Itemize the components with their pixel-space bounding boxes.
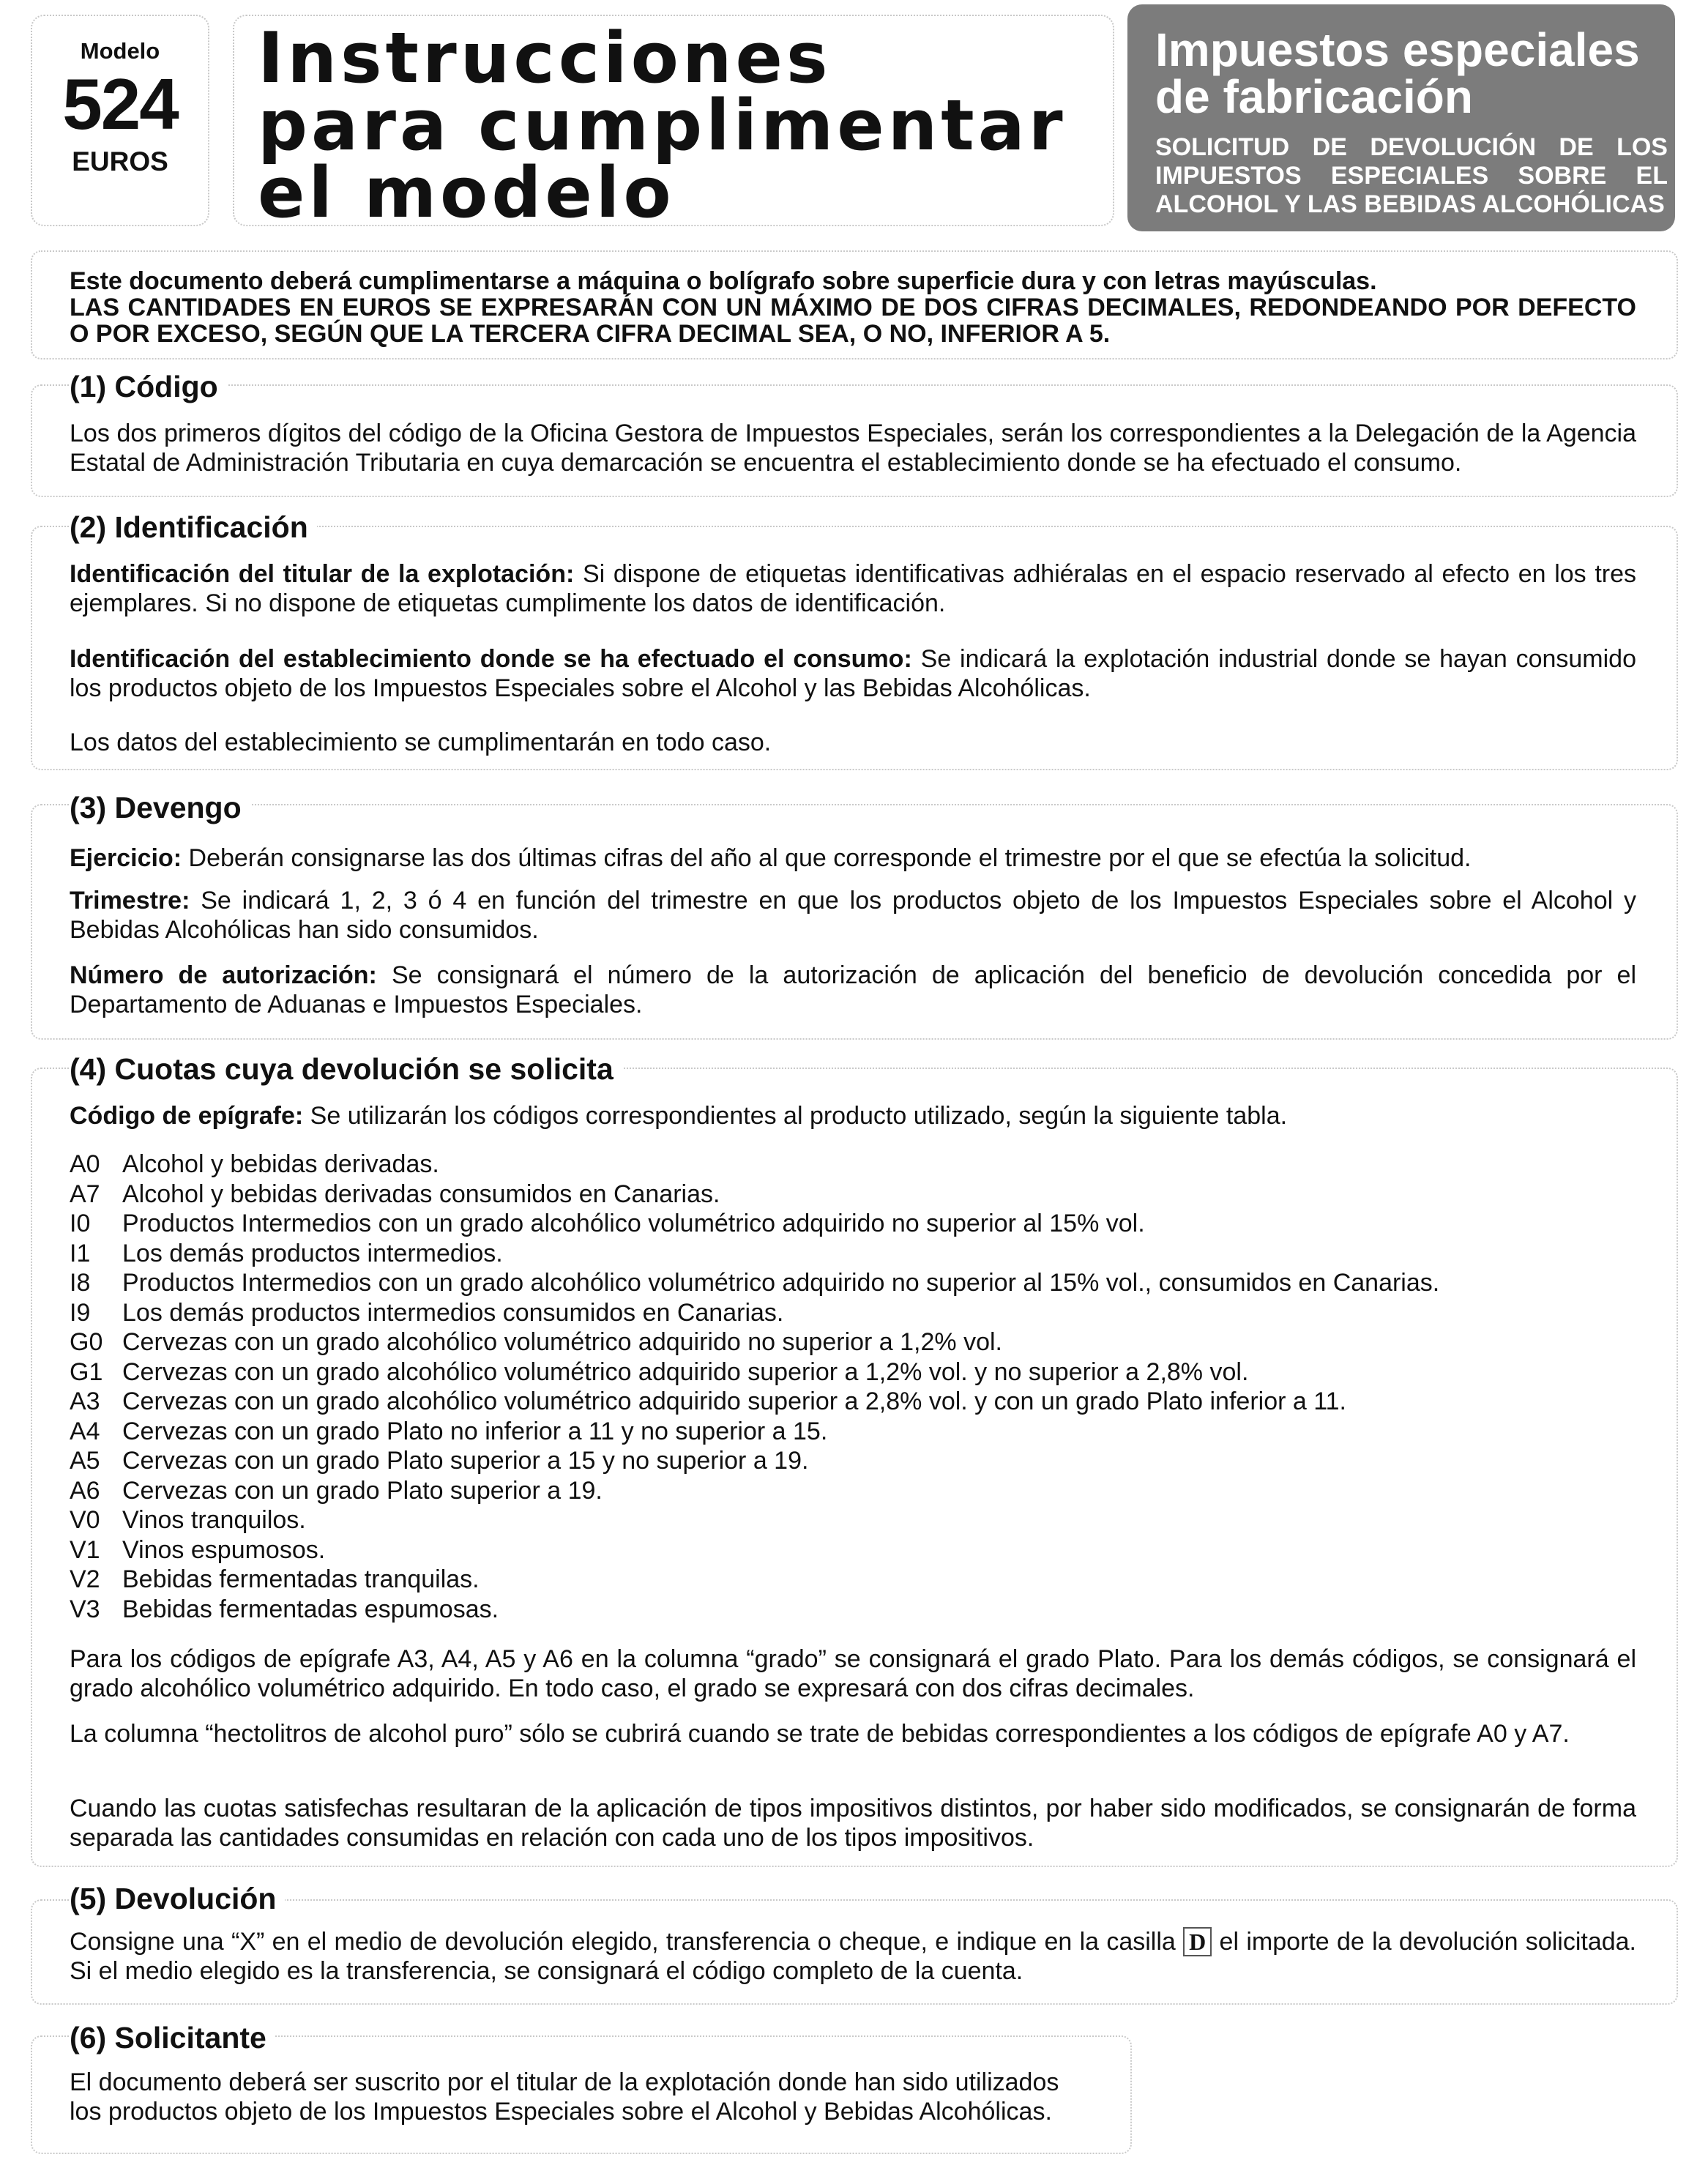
section-2-p2-text: Se indicará la explotación industrial donde se hayan consumido los productos objeto de los Impuestos Especiales sobre el Alcohol y las Bebidas Alcohólicas. xyxy=(70,645,1636,702)
section-2-p1-label: Identificación del titular de la explotación: xyxy=(70,560,575,588)
code: V0 xyxy=(70,1506,100,1534)
code: A3 xyxy=(70,1387,100,1415)
casilla-d-box: D xyxy=(1183,1927,1212,1956)
code-description: Cervezas con un grado alcohólico volumétrico adquirido superior a 2,8% vol. y con un grado Plato inferior a 11. xyxy=(122,1387,1346,1415)
section-4-title: (4) Cuotas cuya devolución se solicita xyxy=(70,1052,622,1087)
section-2-paragraph-2 xyxy=(70,644,1636,703)
section-3-p1-label: Ejercicio: xyxy=(70,844,182,872)
code-row xyxy=(70,1150,1439,1180)
code: I0 xyxy=(70,1210,91,1237)
code-row xyxy=(70,1387,1439,1417)
document-title xyxy=(233,15,1114,234)
code-row xyxy=(70,1446,1439,1476)
code-row xyxy=(70,1180,1439,1210)
code-description: Vinos tranquilos. xyxy=(122,1506,306,1534)
code-row xyxy=(70,1565,1439,1595)
code-description: Productos Intermedios con un grado alcohólico volumétrico adquirido no superior al 15% vol. xyxy=(122,1210,1145,1237)
code: G1 xyxy=(70,1357,103,1386)
section-3-p2-label: Trimestre: xyxy=(70,887,190,914)
section-5-text-after: el importe de la devolución solicitada. Si el medio elegido es la transferencia, se consignará el código completo de la cuenta. xyxy=(70,1928,1636,1985)
modelo-badge xyxy=(31,15,209,226)
section-6-text xyxy=(70,2068,1131,2126)
section-3-p3-label: Número de autorización: xyxy=(70,961,377,989)
code: I8 xyxy=(70,1269,91,1297)
code-description: Productos Intermedios con un grado alcohólico volumétrico adquirido no superior al 15% vol., consumidos en Canarias. xyxy=(122,1269,1440,1297)
code-row xyxy=(70,1535,1439,1565)
intro-line-2: LAS CANTIDADES EN EUROS SE EXPRESARÁN CON UN MÁXIMO DE DOS CIFRAS DECIMALES, REDONDEANDO POR DEFECTO O POR EXCESO, SEGÚN QUE LA TERCERA CIFRA DECIMAL SEA, O NO, INFERIOR A 5. xyxy=(70,294,1636,348)
section-2-paragraph-1 xyxy=(70,559,1636,618)
section-4-paragraph-3: La columna “hectolitros de alcohol puro” sólo se cubrirá cuando se trate de bebidas correspondientes a los códigos de epígrafe A0 y A7. xyxy=(70,1720,1570,1748)
code-description: Cervezas con un grado Plato superior a 19. xyxy=(122,1476,603,1505)
intro-line-1: Este documento deberá cumplimentarse a máquina o bolígrafo sobre superficie dura y con letras mayúsculas. xyxy=(70,267,1377,295)
section-3-paragraph-2 xyxy=(70,886,1636,945)
section-6-title: (6) Solicitante xyxy=(70,2021,275,2055)
section-3-paragraph-1 xyxy=(70,843,1636,873)
tax-banner xyxy=(1127,4,1675,231)
epigraph-code-table xyxy=(70,1150,1439,1624)
section-2-paragraph-3: Los datos del establecimiento se cumplimentarán en todo caso. xyxy=(70,729,772,756)
code-description: Los demás productos intermedios. xyxy=(122,1239,503,1267)
code-row xyxy=(70,1595,1439,1625)
code: A6 xyxy=(70,1476,100,1505)
code: V2 xyxy=(70,1565,100,1593)
section-3-title: (3) Devengo xyxy=(70,791,250,825)
code-row xyxy=(70,1505,1439,1535)
code: V3 xyxy=(70,1595,100,1623)
section-2-p2-label: Identificación del establecimiento donde se ha efectuado el consumo: xyxy=(70,645,912,673)
section-3-p3-text: Se consignará el número de la autorización de aplicación del beneficio de devolución concedida por el Departamento de Aduanas e Impuestos Especiales. xyxy=(70,961,1637,1018)
code-row xyxy=(70,1298,1439,1328)
code-description: Cervezas con un grado Plato superior a 15 y no superior a 19. xyxy=(122,1447,809,1475)
code: G0 xyxy=(70,1328,103,1356)
code-description: Alcohol y bebidas derivadas consumidos en Canarias. xyxy=(122,1180,720,1208)
section-5-text xyxy=(70,1927,1636,1986)
code-row xyxy=(70,1327,1439,1357)
code-description: Cervezas con un grado Plato no inferior a 11 y no superior a 15. xyxy=(122,1417,828,1445)
code: V1 xyxy=(70,1535,100,1564)
code-row xyxy=(70,1268,1439,1298)
section-3-p2-text: Se indicará 1, 2, 3 ó 4 en función del trimestre en que los productos objeto de los Impuestos Especiales sobre el Alcohol y Bebidas Alcohólicas han sido consumidos. xyxy=(70,887,1636,944)
code-description: Bebidas fermentadas tranquilas. xyxy=(122,1565,480,1593)
section-4-p1-text: Se utilizarán los códigos correspondientes al producto utilizado, según la siguiente tabla. xyxy=(303,1102,1288,1130)
tax-title-line-2: de fabricación xyxy=(1155,70,1473,123)
code: A7 xyxy=(70,1180,100,1208)
section-5-text-before: Consigne una “X” en el medio de devolución elegido, transferencia o cheque, e indique en la casilla xyxy=(70,1928,1184,1956)
code: A4 xyxy=(70,1417,100,1445)
tax-title xyxy=(1155,23,1640,123)
section-1-text: Los dos primeros dígitos del código de la Oficina Gestora de Impuestos Especiales, serán los correspondientes a la Delegación de la Agencia Estatal de Administración Tributaria en cuya demarcación se encuentra el establecimiento donde se ha efectuado el consumo. xyxy=(70,420,1636,477)
code-description: Bebidas fermentadas espumosas. xyxy=(122,1595,499,1623)
code-row xyxy=(70,1357,1439,1387)
title-line-3: el modelo xyxy=(258,153,675,234)
title-line-1: Instrucciones xyxy=(258,18,832,99)
section-1-title: (1) Código xyxy=(70,370,227,404)
tax-title-line-1: Impuestos especiales xyxy=(1155,23,1640,76)
code: A5 xyxy=(70,1447,100,1475)
section-4-paragraph-1 xyxy=(70,1101,1636,1130)
intro-text xyxy=(70,268,1636,347)
currency-label: EUROS xyxy=(72,146,168,176)
section-2-title: (2) Identificación xyxy=(70,510,317,545)
section-3-p1-text: Deberán consignarse las dos últimas cifras del año al que corresponde el trimestre por el que se efectúa la solicitud. xyxy=(182,844,1472,872)
section-4-paragraph-2: Para los códigos de epígrafe A3, A4, A5 y A6 en la columna “grado” se consignará el grado Plato. Para los demás códigos, se consignará el grado alcohólico volumétrico adquirido. En todo caso, el grado se expresará con dos cifras decimales. xyxy=(70,1645,1636,1702)
section-2-p1-text: Si dispone de etiquetas identificativas adhiéralas en el espacio reservado al efecto en los tres ejemplares. Si no dispone de etiquetas cumplimente los datos de identificación. xyxy=(70,560,1636,617)
code: I1 xyxy=(70,1239,91,1267)
code: A0 xyxy=(70,1150,100,1178)
modelo-label: Modelo xyxy=(80,38,160,64)
section-4-paragraph-4: Cuando las cuotas satisfechas resultaran de la aplicación de tipos impositivos distintos, por haber sido modificados, se consignarán de forma separada las cantidades consumidas en relación con cada uno de los tipos impositivos. xyxy=(70,1795,1636,1852)
code-row xyxy=(70,1417,1439,1447)
section-3-paragraph-3 xyxy=(70,961,1636,1019)
title-line-2: para cumplimentar xyxy=(258,86,1067,166)
code-description: Cervezas con un grado alcohólico volumétrico adquirido no superior a 1,2% vol. xyxy=(122,1328,1003,1356)
code-description: Vinos espumosos. xyxy=(122,1535,326,1564)
section-5-title: (5) Devolución xyxy=(70,1882,285,1916)
code-row xyxy=(70,1239,1439,1269)
modelo-number: 524 xyxy=(62,64,178,144)
code-description: Alcohol y bebidas derivadas. xyxy=(122,1150,439,1178)
code-row xyxy=(70,1476,1439,1506)
section-4-p1-label: Código de epígrafe: xyxy=(70,1102,304,1130)
code: I9 xyxy=(70,1298,91,1327)
code-row xyxy=(70,1209,1439,1239)
code-description: Cervezas con un grado alcohólico volumétrico adquirido superior a 1,2% vol. y no superior a 2,8% vol. xyxy=(122,1357,1249,1386)
section-6-line-1: El documento deberá ser suscrito por el titular de la explotación donde han sido utilizados xyxy=(70,2068,1059,2096)
code-description: Los demás productos intermedios consumidos en Canarias. xyxy=(122,1298,784,1327)
tax-subtitle: SOLICITUD DE DEVOLUCIÓN DE LOS IMPUESTOS ESPECIALES SOBRE EL ALCOHOL Y LAS BEBIDAS ALCOHÓLICAS xyxy=(1155,133,1668,218)
section-6-line-2: los productos objeto de los Impuestos Especiales sobre el Alcohol y Bebidas Alcohólicas. xyxy=(70,2098,1052,2126)
